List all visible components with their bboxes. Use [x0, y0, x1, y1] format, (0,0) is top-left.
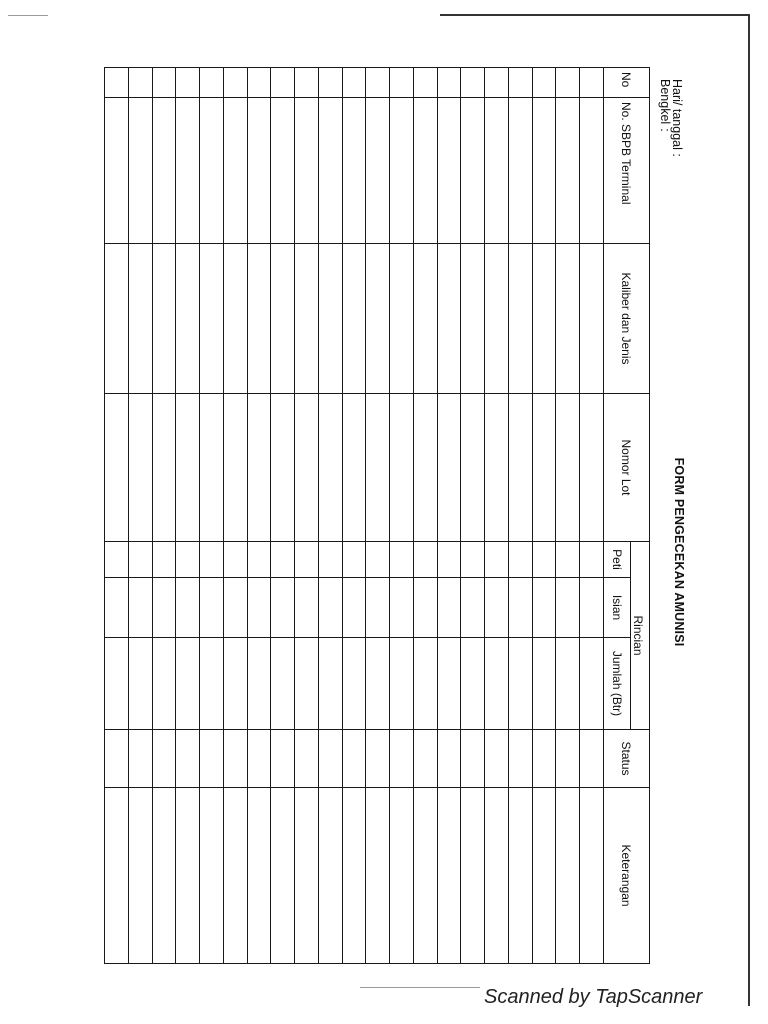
header-rincian: Rincian	[631, 542, 650, 730]
cell-sbpb[interactable]	[200, 98, 224, 244]
cell-peti[interactable]	[390, 542, 414, 578]
header-no: No	[604, 68, 650, 98]
cell-peti[interactable]	[176, 542, 200, 578]
scan-edge-top	[440, 14, 750, 16]
cell-no[interactable]	[414, 68, 438, 98]
cell-keterangan[interactable]	[366, 788, 390, 964]
cell-no[interactable]	[461, 68, 485, 98]
cell-status[interactable]	[129, 730, 153, 788]
header-jumlah: Jumlah (Btr)	[604, 638, 631, 730]
cell-keterangan[interactable]	[532, 788, 556, 964]
cell-kaliber[interactable]	[556, 244, 580, 394]
table-row	[342, 68, 366, 964]
cell-isian[interactable]	[247, 578, 271, 638]
field-bengkel-colon: :	[658, 128, 672, 132]
cell-peti[interactable]	[580, 542, 604, 578]
cell-jumlah[interactable]	[390, 638, 414, 730]
cell-sbpb[interactable]	[176, 98, 200, 244]
cell-status[interactable]	[319, 730, 343, 788]
header-kaliber: Kaliber dan Jenis	[604, 244, 650, 394]
cell-status[interactable]	[532, 730, 556, 788]
cell-sbpb[interactable]	[152, 98, 176, 244]
cell-no[interactable]	[129, 68, 153, 98]
cell-kaliber[interactable]	[105, 244, 129, 394]
cell-sbpb[interactable]	[532, 98, 556, 244]
cell-jumlah[interactable]	[224, 638, 248, 730]
cell-nomor-lot[interactable]	[129, 394, 153, 542]
cell-keterangan[interactable]	[176, 788, 200, 964]
cell-jumlah[interactable]	[342, 638, 366, 730]
cell-status[interactable]	[342, 730, 366, 788]
cell-status[interactable]	[414, 730, 438, 788]
cell-keterangan[interactable]	[414, 788, 438, 964]
cell-sbpb[interactable]	[390, 98, 414, 244]
cell-isian[interactable]	[556, 578, 580, 638]
cell-nomor-lot[interactable]	[224, 394, 248, 542]
cell-kaliber[interactable]	[390, 244, 414, 394]
header-nomor-lot: Nomor Lot	[604, 394, 650, 542]
cell-isian[interactable]	[437, 578, 461, 638]
cell-kaliber[interactable]	[129, 244, 153, 394]
cell-sbpb[interactable]	[437, 98, 461, 244]
cell-jumlah[interactable]	[176, 638, 200, 730]
cell-no[interactable]	[247, 68, 271, 98]
header-sbpb: No. SBPB Terminal	[604, 98, 650, 244]
table-row	[152, 68, 176, 964]
cell-peti[interactable]	[366, 542, 390, 578]
cell-sbpb[interactable]	[366, 98, 390, 244]
cell-no[interactable]	[319, 68, 343, 98]
cell-isian[interactable]	[200, 578, 224, 638]
table-row	[556, 68, 580, 964]
cell-keterangan[interactable]	[105, 788, 129, 964]
cell-no[interactable]	[152, 68, 176, 98]
table-row	[366, 68, 390, 964]
table-row	[271, 68, 295, 964]
cell-status[interactable]	[105, 730, 129, 788]
cell-jumlah[interactable]	[247, 638, 271, 730]
header-peti: Peti	[604, 542, 631, 578]
cell-keterangan[interactable]	[342, 788, 366, 964]
header-status: Status	[604, 730, 650, 788]
cell-keterangan[interactable]	[129, 788, 153, 964]
table-row	[224, 68, 248, 964]
cell-nomor-lot[interactable]	[152, 394, 176, 542]
table-row	[247, 68, 271, 964]
cell-sbpb[interactable]	[129, 98, 153, 244]
cell-isian[interactable]	[129, 578, 153, 638]
cell-status[interactable]	[437, 730, 461, 788]
cell-no[interactable]	[390, 68, 414, 98]
cell-nomor-lot[interactable]	[295, 394, 319, 542]
cell-isian[interactable]	[176, 578, 200, 638]
cell-sbpb[interactable]	[319, 98, 343, 244]
cell-isian[interactable]	[485, 578, 509, 638]
table-row	[509, 68, 533, 964]
cell-isian[interactable]	[580, 578, 604, 638]
table-row	[176, 68, 200, 964]
cell-sbpb[interactable]	[271, 98, 295, 244]
cell-jumlah[interactable]	[129, 638, 153, 730]
cell-kaliber[interactable]	[247, 244, 271, 394]
cell-nomor-lot[interactable]	[319, 394, 343, 542]
cell-kaliber[interactable]	[319, 244, 343, 394]
cell-peti[interactable]	[271, 542, 295, 578]
cell-no[interactable]	[176, 68, 200, 98]
cell-status[interactable]	[556, 730, 580, 788]
cell-status[interactable]	[580, 730, 604, 788]
cell-nomor-lot[interactable]	[200, 394, 224, 542]
cell-peti[interactable]	[532, 542, 556, 578]
cell-kaliber[interactable]	[580, 244, 604, 394]
cell-keterangan[interactable]	[224, 788, 248, 964]
cell-isian[interactable]	[295, 578, 319, 638]
cell-jumlah[interactable]	[152, 638, 176, 730]
cell-keterangan[interactable]	[152, 788, 176, 964]
cell-kaliber[interactable]	[509, 244, 533, 394]
cell-nomor-lot[interactable]	[556, 394, 580, 542]
cell-isian[interactable]	[366, 578, 390, 638]
table-row	[485, 68, 509, 964]
cell-jumlah[interactable]	[437, 638, 461, 730]
cell-jumlah[interactable]	[414, 638, 438, 730]
cell-status[interactable]	[295, 730, 319, 788]
cell-keterangan[interactable]	[461, 788, 485, 964]
cell-sbpb[interactable]	[414, 98, 438, 244]
table-row	[129, 68, 153, 964]
table-row	[295, 68, 319, 964]
cell-peti[interactable]	[414, 542, 438, 578]
cell-no[interactable]	[224, 68, 248, 98]
field-bengkel	[658, 79, 672, 132]
cell-status[interactable]	[271, 730, 295, 788]
cell-nomor-lot[interactable]	[414, 394, 438, 542]
cell-no[interactable]	[295, 68, 319, 98]
table-row	[200, 68, 224, 964]
cell-peti[interactable]	[129, 542, 153, 578]
cell-keterangan[interactable]	[580, 788, 604, 964]
cell-no[interactable]	[200, 68, 224, 98]
cell-isian[interactable]	[509, 578, 533, 638]
cell-kaliber[interactable]	[366, 244, 390, 394]
cell-jumlah[interactable]	[271, 638, 295, 730]
cell-nomor-lot[interactable]	[437, 394, 461, 542]
cell-keterangan[interactable]	[295, 788, 319, 964]
cell-status[interactable]	[485, 730, 509, 788]
cell-nomor-lot[interactable]	[342, 394, 366, 542]
cell-peti[interactable]	[461, 542, 485, 578]
cell-keterangan[interactable]	[556, 788, 580, 964]
cell-nomor-lot[interactable]	[532, 394, 556, 542]
form-sheet	[104, 67, 690, 963]
cell-kaliber[interactable]	[461, 244, 485, 394]
cell-sbpb[interactable]	[509, 98, 533, 244]
cell-keterangan[interactable]	[247, 788, 271, 964]
cell-keterangan[interactable]	[437, 788, 461, 964]
cell-status[interactable]	[390, 730, 414, 788]
cell-kaliber[interactable]	[271, 244, 295, 394]
cell-keterangan[interactable]	[319, 788, 343, 964]
table-row	[580, 68, 604, 964]
cell-jumlah[interactable]	[319, 638, 343, 730]
cell-status[interactable]	[461, 730, 485, 788]
cell-peti[interactable]	[152, 542, 176, 578]
cell-sbpb[interactable]	[224, 98, 248, 244]
cell-nomor-lot[interactable]	[580, 394, 604, 542]
field-hari-tanggal: Hari/ tanggal :	[670, 79, 684, 157]
cell-peti[interactable]	[295, 542, 319, 578]
cell-status[interactable]	[366, 730, 390, 788]
cell-no[interactable]	[509, 68, 533, 98]
cell-kaliber[interactable]	[224, 244, 248, 394]
cell-isian[interactable]	[224, 578, 248, 638]
table-row	[437, 68, 461, 964]
table-row	[319, 68, 343, 964]
cell-kaliber[interactable]	[152, 244, 176, 394]
cell-peti[interactable]	[247, 542, 271, 578]
cell-keterangan[interactable]	[485, 788, 509, 964]
cell-peti[interactable]	[509, 542, 533, 578]
table-row	[105, 68, 129, 964]
cell-nomor-lot[interactable]	[390, 394, 414, 542]
cell-isian[interactable]	[532, 578, 556, 638]
cell-status[interactable]	[152, 730, 176, 788]
cell-sbpb[interactable]	[105, 98, 129, 244]
cell-peti[interactable]	[319, 542, 343, 578]
cell-no[interactable]	[532, 68, 556, 98]
cell-nomor-lot[interactable]	[509, 394, 533, 542]
cell-jumlah[interactable]	[485, 638, 509, 730]
scan-artifact-line-top	[8, 15, 48, 16]
cell-jumlah[interactable]	[105, 638, 129, 730]
header-keterangan: Keterangan	[604, 788, 650, 964]
cell-no[interactable]	[105, 68, 129, 98]
cell-no[interactable]	[271, 68, 295, 98]
cell-sbpb[interactable]	[580, 98, 604, 244]
cell-kaliber[interactable]	[200, 244, 224, 394]
cell-isian[interactable]	[461, 578, 485, 638]
table-row	[414, 68, 438, 964]
cell-keterangan[interactable]	[200, 788, 224, 964]
cell-peti[interactable]	[200, 542, 224, 578]
cell-peti[interactable]	[224, 542, 248, 578]
cell-sbpb[interactable]	[247, 98, 271, 244]
cell-peti[interactable]	[437, 542, 461, 578]
ammunition-check-table	[104, 67, 650, 964]
cell-jumlah[interactable]	[200, 638, 224, 730]
cell-nomor-lot[interactable]	[105, 394, 129, 542]
cell-jumlah[interactable]	[556, 638, 580, 730]
cell-peti[interactable]	[485, 542, 509, 578]
scan-edge-right	[748, 16, 750, 1006]
table-row	[390, 68, 414, 964]
table-body	[105, 68, 604, 964]
cell-jumlah[interactable]	[295, 638, 319, 730]
cell-kaliber[interactable]	[532, 244, 556, 394]
field-bengkel-label: Bengkel	[658, 79, 672, 125]
cell-kaliber[interactable]	[485, 244, 509, 394]
cell-status[interactable]	[200, 730, 224, 788]
cell-jumlah[interactable]	[532, 638, 556, 730]
cell-peti[interactable]	[556, 542, 580, 578]
scan-artifact-line-bottom	[360, 987, 480, 988]
cell-jumlah[interactable]	[580, 638, 604, 730]
cell-peti[interactable]	[342, 542, 366, 578]
cell-kaliber[interactable]	[342, 244, 366, 394]
header-isian: Isian	[604, 578, 631, 638]
cell-nomor-lot[interactable]	[271, 394, 295, 542]
cell-nomor-lot[interactable]	[461, 394, 485, 542]
cell-sbpb[interactable]	[461, 98, 485, 244]
cell-jumlah[interactable]	[366, 638, 390, 730]
form-title: FORM PENGECEKAN AMUNISI	[672, 457, 686, 647]
cell-jumlah[interactable]	[509, 638, 533, 730]
cell-no[interactable]	[342, 68, 366, 98]
cell-kaliber[interactable]	[176, 244, 200, 394]
cell-status[interactable]	[176, 730, 200, 788]
cell-nomor-lot[interactable]	[485, 394, 509, 542]
cell-kaliber[interactable]	[414, 244, 438, 394]
cell-peti[interactable]	[105, 542, 129, 578]
cell-no[interactable]	[485, 68, 509, 98]
cell-no[interactable]	[556, 68, 580, 98]
cell-isian[interactable]	[319, 578, 343, 638]
cell-keterangan[interactable]	[509, 788, 533, 964]
cell-status[interactable]	[509, 730, 533, 788]
cell-isian[interactable]	[271, 578, 295, 638]
cell-nomor-lot[interactable]	[366, 394, 390, 542]
table-row	[461, 68, 485, 964]
cell-sbpb[interactable]	[556, 98, 580, 244]
table-row	[532, 68, 556, 964]
cell-sbpb[interactable]	[295, 98, 319, 244]
cell-isian[interactable]	[105, 578, 129, 638]
cell-nomor-lot[interactable]	[247, 394, 271, 542]
cell-no[interactable]	[366, 68, 390, 98]
cell-nomor-lot[interactable]	[176, 394, 200, 542]
cell-kaliber[interactable]	[295, 244, 319, 394]
cell-keterangan[interactable]	[390, 788, 414, 964]
scanner-watermark: Scanned by TapScanner	[484, 986, 703, 1008]
cell-status[interactable]	[247, 730, 271, 788]
cell-sbpb[interactable]	[342, 98, 366, 244]
cell-kaliber[interactable]	[437, 244, 461, 394]
cell-isian[interactable]	[342, 578, 366, 638]
cell-isian[interactable]	[414, 578, 438, 638]
cell-no[interactable]	[580, 68, 604, 98]
cell-keterangan[interactable]	[271, 788, 295, 964]
cell-isian[interactable]	[152, 578, 176, 638]
cell-status[interactable]	[224, 730, 248, 788]
cell-no[interactable]	[437, 68, 461, 98]
cell-isian[interactable]	[390, 578, 414, 638]
cell-jumlah[interactable]	[461, 638, 485, 730]
cell-sbpb[interactable]	[485, 98, 509, 244]
